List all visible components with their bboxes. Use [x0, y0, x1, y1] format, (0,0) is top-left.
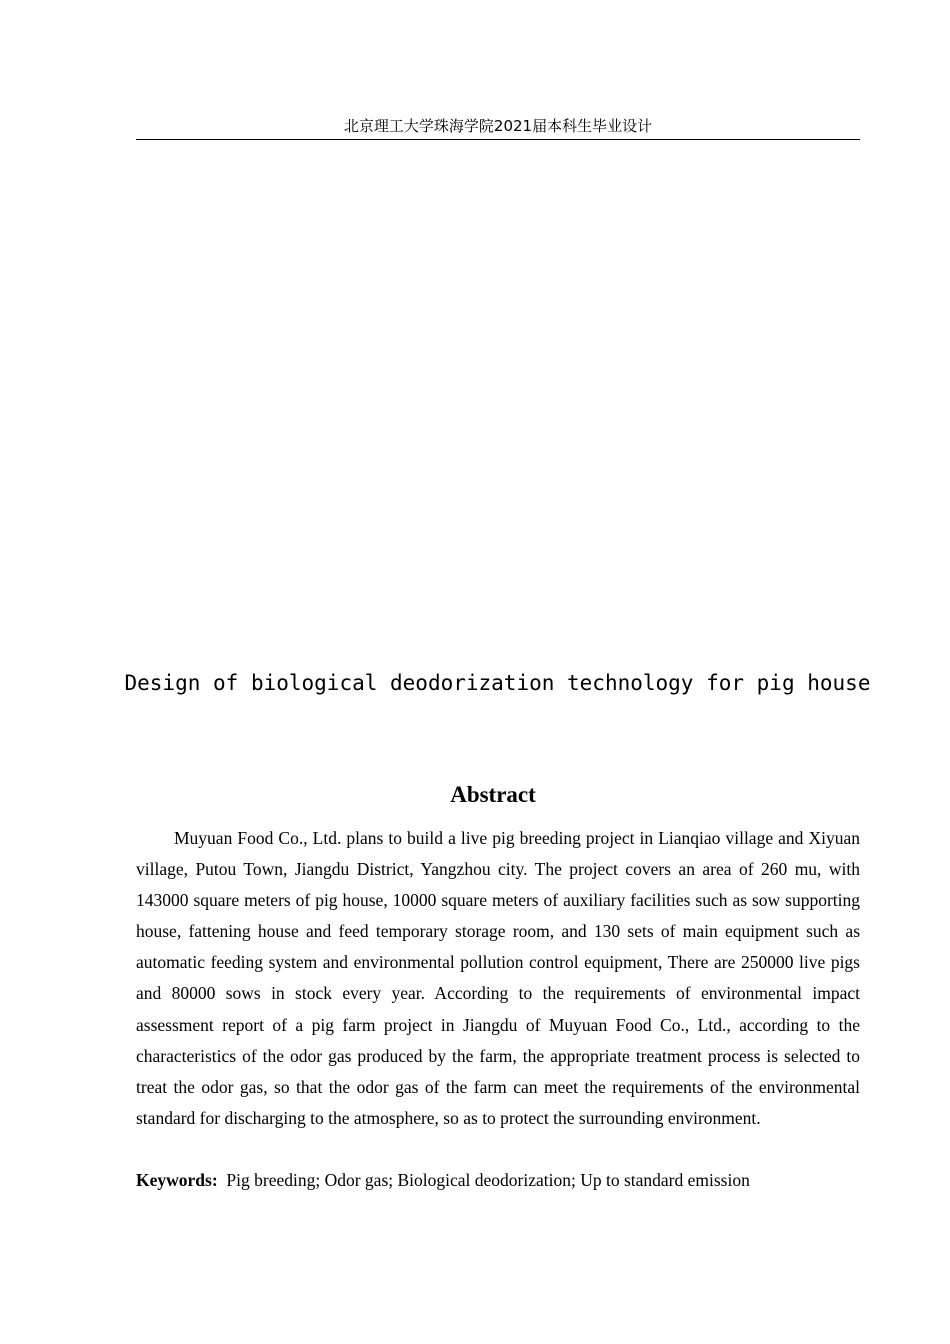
document-title: Design of biological deodorization technology for pig house	[124, 671, 871, 695]
keywords-line	[136, 1165, 860, 1196]
keywords-label: Keywords:	[136, 1170, 218, 1190]
abstract-body: Muyuan Food Co., Ltd. plans to build a live pig breeding project in Lianqiao village and Xiyuan village, Putou Town, Jiangdu District, Yangzhou city. The project covers an area of 260 mu, with 143000 square meters of pig house, 10000 square meters of auxiliary facilities such as sow supporting house, fattening house and feed temporary storage room, and 130 sets of main equipment such as automatic feeding system and environmental pollution control equipment, There are 250000 live pigs and 80000 sows in stock every year. According to the requirements of environmental impact assessment report of a pig farm project in Jiangdu of Muyuan Food Co., Ltd., according to the characteristics of the odor gas produced by the farm, the appropriate treatment process is selected to treat the odor gas, so that the odor gas of the farm can meet the requirements of the environmental standard for discharging to the atmosphere, so as to protect the surrounding environment.	[136, 828, 860, 1128]
page-header: 北京理工大学珠海学院2021届本科生毕业设计	[136, 116, 860, 140]
keywords-text: Pig breeding; Odor gas; Biological deodorization; Up to standard emission	[226, 1170, 750, 1190]
abstract-heading: Abstract	[450, 782, 536, 807]
